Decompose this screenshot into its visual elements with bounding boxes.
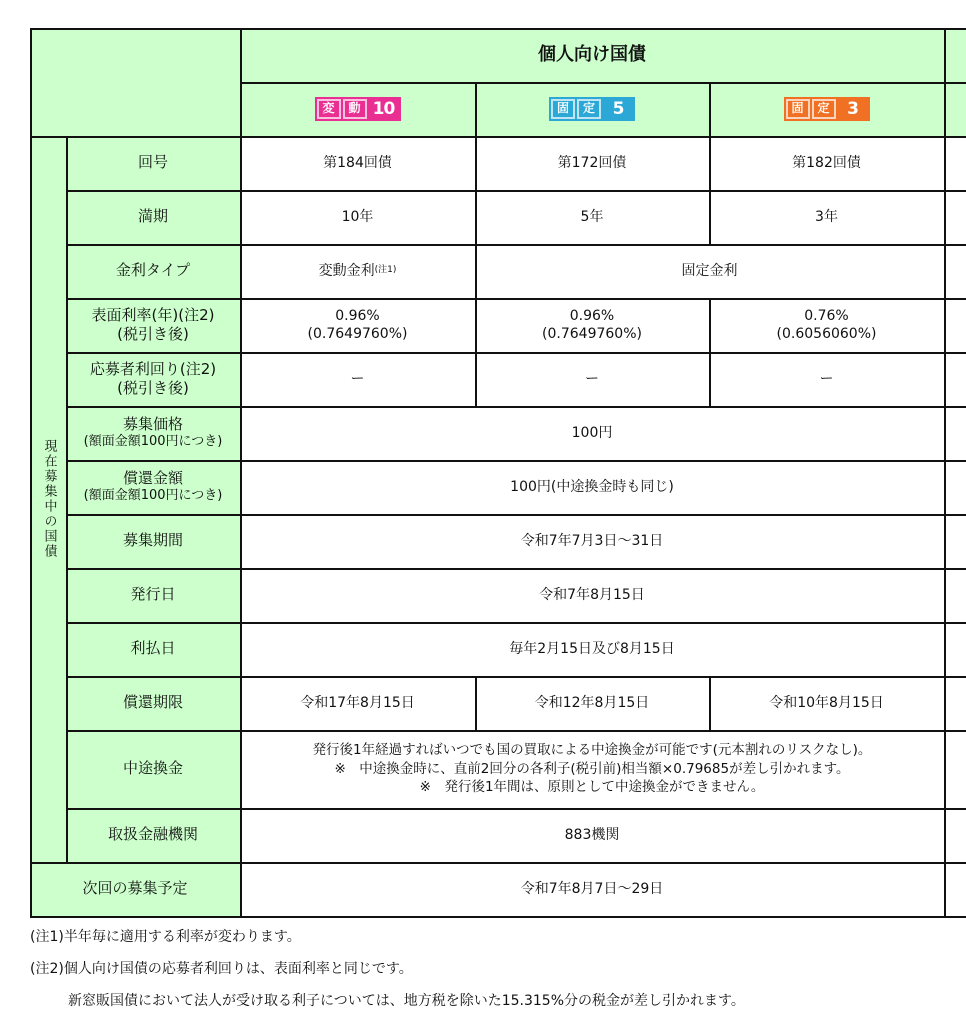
table-cell xyxy=(240,298,475,352)
badge-number: 3 xyxy=(847,98,858,119)
table-cell xyxy=(709,298,944,352)
label-main: 表面利率(年)(注2) xyxy=(91,305,215,324)
table-cell: 令和12年8月15日 xyxy=(534,694,650,711)
table-cell: 第182回債 xyxy=(792,154,861,171)
badge-fixed-5 xyxy=(475,82,709,136)
row-label-yield xyxy=(66,352,240,406)
badge-char: 固 xyxy=(551,99,575,119)
badge-char: 定 xyxy=(812,99,836,119)
coupon-rate: 0.96% xyxy=(335,307,380,324)
table-cell: 883機関 xyxy=(564,826,620,843)
label-sub: (税引き後) xyxy=(117,379,189,397)
table-cell: 第172回債 xyxy=(557,154,627,171)
label-main: 募集価格 xyxy=(122,414,183,433)
badge-char: 動 xyxy=(343,99,367,119)
note-marker: (注1) xyxy=(374,265,397,276)
coupon-rate: 0.96% xyxy=(569,307,615,324)
row-label-next-offer: 次回の募集予定 xyxy=(82,879,188,898)
row-label-redemption-amount xyxy=(66,460,240,514)
table-cell: 100円 xyxy=(571,424,613,441)
table-cell: 5年 xyxy=(580,208,604,225)
table-cell: 令和7年8月15日 xyxy=(539,586,645,603)
footnote-1: (注1)半年毎に適用する利率が変わります。 xyxy=(30,929,301,945)
coupon-after-tax: (0.6056060%) xyxy=(776,326,877,342)
row-label-issue-no: 回号 xyxy=(137,153,168,172)
floating-rate-text: 変動金利 xyxy=(318,262,375,279)
bond-table xyxy=(30,28,966,918)
table-title: 個人向け国債 xyxy=(538,44,646,66)
side-label-text: 現在募集中の国債 xyxy=(41,439,57,559)
badge-fixed-3 xyxy=(709,82,944,136)
side-label xyxy=(30,136,66,862)
label-sub: (額面金額100円につき) xyxy=(83,434,223,450)
early-redemption-line: ※ 発行後1年間は、原則として中途換金ができません。 xyxy=(419,779,765,796)
row-label-issue-price xyxy=(66,406,240,460)
badge-number: 5 xyxy=(612,98,624,119)
row-label-early-redemption: 中途換金 xyxy=(122,759,183,778)
table-cell: 令和7年8月7日～29日 xyxy=(520,880,664,897)
table-cell: 10年 xyxy=(341,208,374,225)
label-sub: (額面金額100円につき) xyxy=(83,488,223,504)
badge-char: 定 xyxy=(577,99,601,119)
footnote-3: 新窓販国債において法人が受け取る利子については、地方税を除いた15.315%分の税金が差し引かれます。 xyxy=(68,993,745,1009)
table-cell: ー xyxy=(350,370,365,387)
coupon-rate: 0.76% xyxy=(804,307,849,324)
table-cell: 令和10年8月15日 xyxy=(769,694,884,711)
table-cell-fixed: 固定金利 xyxy=(681,262,738,279)
table-cell-floating xyxy=(240,244,475,298)
row-label-redemption-date: 償還期限 xyxy=(122,693,183,712)
table-cell: 令和17年8月15日 xyxy=(300,694,415,711)
table-cell: ー xyxy=(585,370,599,387)
table-cell: 3年 xyxy=(815,208,838,225)
label-sub: (税引き後) xyxy=(117,325,189,343)
row-label-offer-period: 募集期間 xyxy=(122,531,183,550)
row-label-issue-date: 発行日 xyxy=(130,585,176,604)
table-cell: 毎年2月15日及び8月15日 xyxy=(509,640,675,657)
row-label-rate-type: 金利タイプ xyxy=(115,261,191,280)
table-cell xyxy=(475,298,709,352)
table-cell-early-redemption xyxy=(240,730,944,808)
table-cell: 第184回債 xyxy=(323,154,392,171)
badge-char: 変 xyxy=(317,99,341,119)
row-label-institutions: 取扱金融機関 xyxy=(107,825,198,844)
table-cell: ー xyxy=(819,370,834,387)
early-redemption-line: ※ 中途換金時に、直前2回分の各利子(税引前)相当額×0.79685が差し引かれます。 xyxy=(334,760,850,777)
row-label-maturity: 満期 xyxy=(137,207,168,226)
badge-floating-10 xyxy=(240,82,475,136)
coupon-after-tax: (0.7649760%) xyxy=(307,326,408,342)
row-label-interest-date: 利払日 xyxy=(130,639,176,658)
row-label-coupon xyxy=(66,298,240,352)
label-main: 応募者利回り(注2) xyxy=(89,359,217,378)
coupon-after-tax: (0.7649760%) xyxy=(542,326,642,342)
badge-number: 10 xyxy=(372,98,395,119)
table-cell: 100円(中途換金時も同じ) xyxy=(510,478,674,495)
table-cell: 令和7年7月3日～31日 xyxy=(520,532,664,549)
label-main: 償還金額 xyxy=(122,468,183,487)
badge-char: 固 xyxy=(786,99,810,119)
early-redemption-line: 発行後1年経過すればいつでも国の買取による中途換金が可能です(元本割れのリスクなし)。 xyxy=(312,741,872,758)
footnote-2: (注2)個人向け国債の応募者利回りは、表面利率と同じです。 xyxy=(30,961,413,977)
